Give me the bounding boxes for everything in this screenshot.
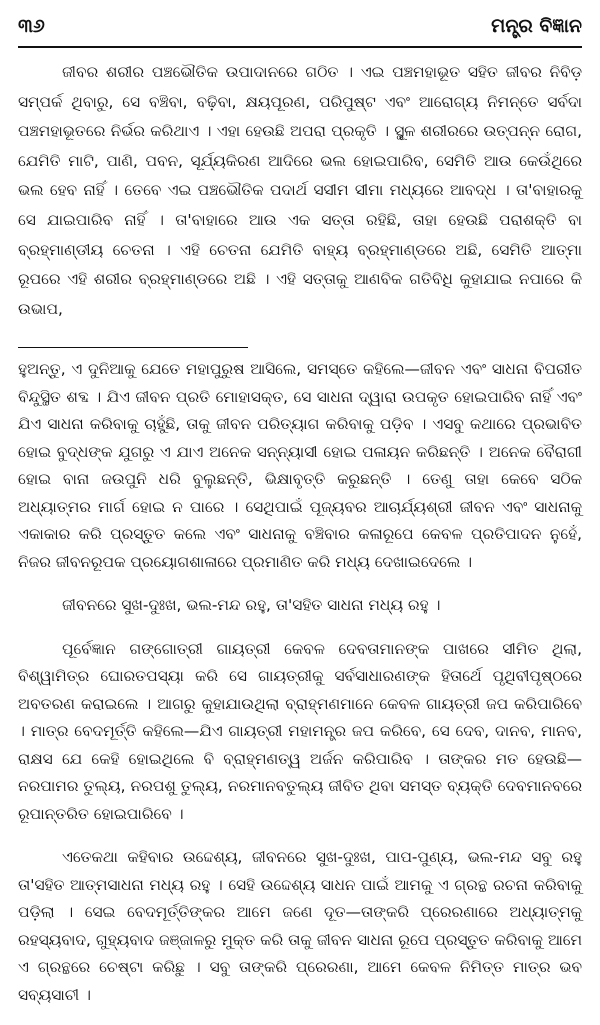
- paragraph: ହୁଅନ୍ତୁ, ଏ ଦୁନିଆକୁ ଯେତେ ମହାପୁରୁଷ ଆସିଲେ, ସମସ୍ତେ କହିଲେ—ଜୀବନ ଏବଂ ସାଧନା ବିପରୀତ ବିନ୍ଦୁସ୍ଥିତ ଶବ୍ଦ । ଯିଏ ଜୀବନ ପ୍ରତି ମୋହାସକ୍ତ, ସେ ସାଧନା ଦ୍ୱାରା ଉପକୃତ ହୋଇପାରିବ ନାହିଁ ଏବଂ ଯିଏ ସାଧନା କରିବାକୁ ଚାହୁଁଛି, ତାକୁ ଜୀବନ ପରିତ୍ୟାଗ କରିବାକୁ ପଡ଼ିବ । ଏସବୁ କଥାରେ ପ୍ରଭାବିତ ହୋଇ ବୁଦ୍ଧଙ୍କ ଯୁଗରୁ ଏ ଯାଏ ଅନେକ ସନ୍ନ୍ୟାସୀ ହୋଇ ପଳାୟନ କରିଛନ୍ତି । ଅନେକ ବୈରାଗୀ ହୋଇ ବାନା ଜଉପୁନି ଧରି ବୁଲୁଛନ୍ତି, ଭିକ୍ଷାବୃତ୍ତି କରୁଛନ୍ତି । ତେଣୁ ତାହା କେବେ ସଠିକ ଅଧ୍ୟାତ୍ମର ମାର୍ଗ ହୋଇ ନ ପାରେ । ସେଥିପାଇଁ ପୂଜ୍ୟବର ଆଚାର୍ଯ୍ୟଶ୍ରୀ ଜୀବନ ଏବଂ ସାଧନାକୁ ଏକାକାର କରି ପ୍ରସ୍ତୁତ କଲେ ଏବଂ ସାଧନାକୁ ବଞ୍ଚିବାର କଳାରୂପେ କେବଳ ପ୍ରତିପାଦନ ନୁହେଁ, ନିଜର ଜୀବନରୂପକ ପ୍ରୟୋଗଶାଳାରେ ପ୍ରମାଣିତ କରି ମଧ୍ୟ ଦେଖାଇଦେଲେ ।: [18, 360, 582, 571]
- continued-text: [18, 356, 582, 1025]
- header-divider: [18, 46, 582, 48]
- main-text: [18, 58, 582, 324]
- page-header: [18, 10, 582, 42]
- paragraph: ଜୀବର ଶରୀର ପଞ୍ଚଭୌତିକ ଉପାଦାନରେ ଗଠିତ । ଏଇ ପଞ୍ଚମହାଭୂତ ସହିତ ଜୀବର ନିବିଡ଼ ସମ୍ପର୍କ ଥିବାରୁ, ସେ ବଞ୍ଚିବା, ବଢ଼ିବା, କ୍ଷୟପୂରଣ, ପରିପୁଷ୍ଟ ଏବଂ ଆରୋଗ୍ୟ ନିମନ୍ତେ ସର୍ବଦା ପଞ୍ଚମହାଭୂତରେ ନିର୍ଭର କରିଥାଏ । ଏହା ହେଉଛି ଅପରା ପ୍ରକୃତି । ସ୍ଥୂଳ ଶରୀରରେ ଉତ୍ପନ୍ନ ରୋଗ, ଯେମିତି ମାଟି, ପାଣି, ପବନ, ସୂର୍ଯ୍ୟକିରଣ ଆଦିରେ ଭଲ ହୋଇପାରିବ, ସେମିତି ଆଉ କେଉଁଥିରେ ଭଲ ହେବ ନାହିଁ । ତେବେ ଏଇ ପଞ୍ଚଭୌତିକ ପଦାର୍ଥ ସସୀମ ସୀମା ମଧ୍ୟରେ ଆବଦ୍ଧ । ତା'ବାହାରକୁ ସେ ଯାଇପାରିବ ନାହିଁ । ତା'ବାହାରେ ଆଉ ଏକ ସତ୍ତା ରହିଛି, ତାହା ହେଉଛି ପରାଶକ୍ତି ବା ବ୍ରହ୍ମାଣ୍ଡୀୟ ଚେତନା । ଏହି ଚେତନା ଯେମିତି ବାହ୍ୟ ବ୍ରହ୍ମାଣ୍ଡରେ ଅଛି, ସେମିତି ଆତ୍ମା ରୂପରେ ଏହି ଶରୀର ବ୍ରହ୍ମାଣ୍ଡରେ ଅଛି । ଏହି ସତ୍ତାକୁ ଆଣବିକ ଗତିବିଧି କୁହାଯାଇ ନପାରେ କି ଉଭାପ,: [18, 63, 582, 318]
- paragraph: ପୂର୍ବେଜ୍ଞାନ ଗଙ୍ଗୋତ୍ରୀ ଗାୟତ୍ରୀ କେବଳ ଦେବତାମାନଙ୍କ ପାଖରେ ସୀମିତ ଥିଲା, ବିଶ୍ୱାମିତ୍ର ଘୋରତପସ୍ୟା କରି ସେ ଗାୟତ୍ରୀକୁ ସର୍ବସାଧାରଣଙ୍କ ହିତାର୍ଥେ ପୃଥିବୀପୃଷ୍ଠରେ ଅବତରଣ କରାଇଲେ । ଆଗରୁ କୁହାଯାଉଥିଲା ବ୍ରାହ୍ମଣମାନେ କେବଳ ଗାୟତ୍ରୀ ଜପ କରିପାରିବେ । ମାତ୍ର ବେଦମୂର୍ତ୍ତି କହିଲେ—ଯିଏ ଗାୟତ୍ରୀ ମହାମନ୍ତ୍ର ଜପ କରିବେ, ସେ ଦେବ, ଦାନବ, ମାନବ, ରାକ୍ଷସ ଯେ କେହି ହୋଇଥିଲେ ବି ବ୍ରାହ୍ମଣତ୍ୱ ଅର୍ଜନ କରିପାରିବ । ତାଙ୍କର ମତ ହେଉଛି—ନରପାମର ତୁଲ୍ୟ, ନରପଶୁ ତୁଲ୍ୟ, ନରମାନବତୁଲ୍ୟ ଜୀବିତ ଥିବା ସମସ୍ତ ବ୍ୟକ୍ତି ଦେବମାନବରେ ରୂପାନ୍ତରିତ ହୋଇପାରିବେ ।: [18, 639, 582, 823]
- page-number: ୩୬: [18, 15, 45, 37]
- paragraph: ଜୀବନରେ ସୁଖ-ଦୁଃଖ, ଭଲ-ମନ୍ଦ ରହୁ, ତା'ସହିତ ସାଧନା ମଧ୍ୟ ରହୁ ।: [62, 596, 441, 614]
- section-divider: [18, 347, 248, 348]
- running-title: ମନ୍ତ୍ର ବିଜ୍ଞାନ: [491, 15, 582, 37]
- paragraph: ଏତେକଥା କହିବାର ଉଦ୍ଦେଶ୍ୟ, ଜୀବନରେ ସୁଖ-ଦୁଃଖ, ପାପ-ପୁଣ୍ୟ, ଭଲ-ମନ୍ଦ ସବୁ ରହୁ ତା'ସହିତ ଆତ୍ମସାଧନା ମଧ୍ୟ ରହୁ । ସେହି ଉଦ୍ଦେଶ୍ୟ ସାଧନ ପାଇଁ ଆମକୁ ଏ ଗ୍ରନ୍ଥ ରଚନା କରିବାକୁ ପଡ଼ିଲା । ସେଇ ବେଦମୂର୍ତ୍ତିଙ୍କର ଆମେ ଜଣେ ଦୂତ—ତାଙ୍କରି ପ୍ରେରଣାରେ ଅଧ୍ୟାତ୍ମକୁ ରହସ୍ୟବାଦ, ଗୁହ୍ୟବାଦ ଜଞ୍ଜାଳରୁ ମୁକ୍ତ କରି ତାକୁ ଜୀବନ ସାଧନା ରୂପେ ପ୍ରସ୍ତୁତ କରିବାକୁ ଆମେ ଏ ଗ୍ରନ୍ଥରେ ଚେଷ୍ଟା କରିଛୁ । ସବୁ ତାଙ୍କରି ପ୍ରେରଣା, ଆମେ କେବଳ ନିମିତ୍ତ ମାତ୍ର ଭବ ସବ୍ୟସାଚୀ ।: [18, 848, 582, 1004]
